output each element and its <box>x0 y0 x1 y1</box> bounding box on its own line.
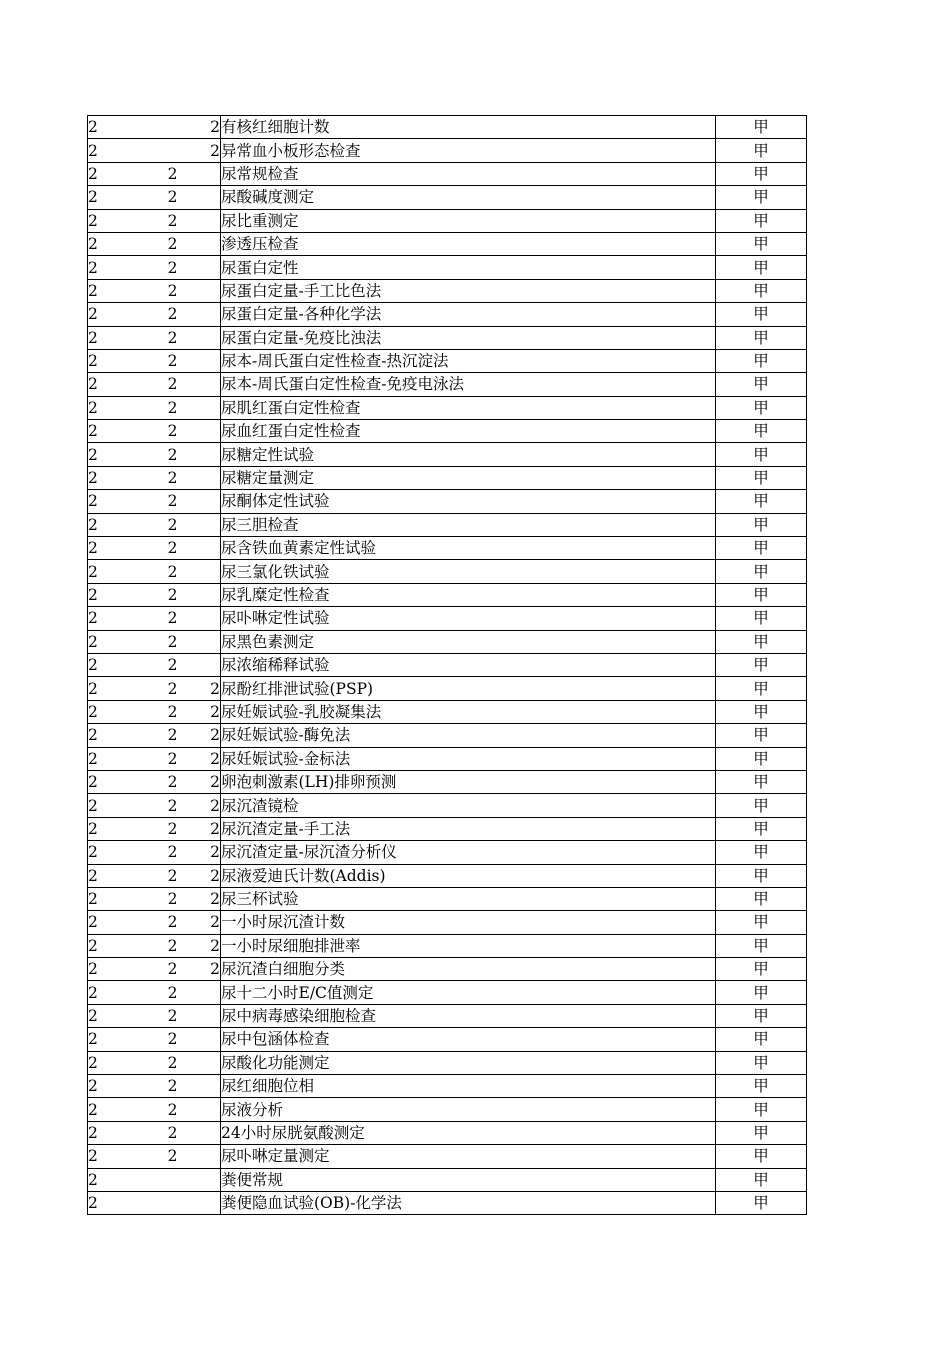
cell-code-1: 2 <box>88 1028 146 1051</box>
cell-code-2: 2 <box>146 326 178 349</box>
table-row <box>88 1028 807 1051</box>
cell-item-name: 尿妊娠试验-酶免法 <box>221 724 716 747</box>
cell-code-1: 2 <box>88 466 146 489</box>
cell-code-3 <box>178 256 221 279</box>
cell-item-name: 尿沉渣定量-手工法 <box>221 817 716 840</box>
cell-grade: 甲 <box>716 864 807 887</box>
cell-code-2: 2 <box>146 303 178 326</box>
table-row <box>88 1051 807 1074</box>
cell-code-2: 2 <box>146 1098 178 1121</box>
table-row <box>88 1145 807 1168</box>
cell-grade: 甲 <box>716 1191 807 1214</box>
cell-code-2: 2 <box>146 1051 178 1074</box>
cell-code-3 <box>178 396 221 419</box>
cell-grade: 甲 <box>716 583 807 606</box>
cell-code-1: 2 <box>88 841 146 864</box>
cell-item-name: 尿液分析 <box>221 1098 716 1121</box>
cell-grade: 甲 <box>716 513 807 536</box>
cell-code-1: 2 <box>88 490 146 513</box>
cell-item-name: 渗透压检查 <box>221 232 716 255</box>
cell-code-3 <box>178 326 221 349</box>
cell-code-2: 2 <box>146 162 178 185</box>
cell-code-3 <box>178 232 221 255</box>
cell-code-3: 2 <box>178 747 221 770</box>
cell-code-2: 2 <box>146 841 178 864</box>
cell-grade: 甲 <box>716 560 807 583</box>
cell-code-3 <box>178 537 221 560</box>
table-row <box>88 1004 807 1027</box>
cell-code-1: 2 <box>88 887 146 910</box>
cell-code-3 <box>178 279 221 302</box>
cell-code-2: 2 <box>146 747 178 770</box>
cell-code-1: 2 <box>88 630 146 653</box>
cell-code-2: 2 <box>146 770 178 793</box>
cell-code-2: 2 <box>146 934 178 957</box>
cell-code-2: 2 <box>146 677 178 700</box>
cell-grade: 甲 <box>716 770 807 793</box>
cell-code-1: 2 <box>88 186 146 209</box>
table-row <box>88 724 807 747</box>
cell-code-2 <box>146 1191 178 1214</box>
cell-code-3 <box>178 466 221 489</box>
cell-code-3 <box>178 1075 221 1098</box>
cell-item-name: 尿十二小时E/C值测定 <box>221 981 716 1004</box>
cell-item-name: 尿蛋白定量-免疫比浊法 <box>221 326 716 349</box>
cell-item-name: 尿三胆检查 <box>221 513 716 536</box>
cell-code-2: 2 <box>146 864 178 887</box>
cell-code-1: 2 <box>88 583 146 606</box>
table-row <box>88 537 807 560</box>
cell-code-3 <box>178 1168 221 1191</box>
table-row <box>88 349 807 372</box>
table-row <box>88 677 807 700</box>
cell-code-3: 2 <box>178 864 221 887</box>
cell-code-3 <box>178 490 221 513</box>
cell-code-1: 2 <box>88 162 146 185</box>
cell-grade: 甲 <box>716 1168 807 1191</box>
cell-grade: 甲 <box>716 209 807 232</box>
table-row <box>88 770 807 793</box>
cell-code-2: 2 <box>146 209 178 232</box>
table-row <box>88 1191 807 1214</box>
cell-code-3: 2 <box>178 770 221 793</box>
cell-item-name: 尿黑色素测定 <box>221 630 716 653</box>
cell-code-1: 2 <box>88 513 146 536</box>
cell-code-1: 2 <box>88 958 146 981</box>
cell-code-2 <box>146 1168 178 1191</box>
cell-grade: 甲 <box>716 1121 807 1144</box>
table-row <box>88 934 807 957</box>
cell-code-2: 2 <box>146 349 178 372</box>
table-row <box>88 958 807 981</box>
table-row <box>88 583 807 606</box>
cell-grade: 甲 <box>716 443 807 466</box>
cell-code-2 <box>146 139 178 162</box>
table-row <box>88 794 807 817</box>
cell-item-name: 尿蛋白定量-手工比色法 <box>221 279 716 302</box>
table-row <box>88 303 807 326</box>
table-row <box>88 186 807 209</box>
cell-code-3: 2 <box>178 677 221 700</box>
cell-code-1: 2 <box>88 1075 146 1098</box>
cell-code-2: 2 <box>146 1004 178 1027</box>
cell-code-1: 2 <box>88 139 146 162</box>
cell-code-1: 2 <box>88 1098 146 1121</box>
cell-item-name: 尿红细胞位相 <box>221 1075 716 1098</box>
cell-code-2: 2 <box>146 443 178 466</box>
cell-grade: 甲 <box>716 396 807 419</box>
cell-code-2: 2 <box>146 1145 178 1168</box>
cell-item-name: 尿糖定性试验 <box>221 443 716 466</box>
cell-item-name: 一小时尿沉渣计数 <box>221 911 716 934</box>
cell-code-3 <box>178 373 221 396</box>
cell-item-name: 卵泡刺激素(LH)排卵预测 <box>221 770 716 793</box>
cell-item-name: 异常血小板形态检查 <box>221 139 716 162</box>
cell-code-1: 2 <box>88 232 146 255</box>
cell-code-1: 2 <box>88 981 146 1004</box>
cell-grade: 甲 <box>716 349 807 372</box>
cell-code-3 <box>178 303 221 326</box>
table-row <box>88 139 807 162</box>
cell-code-1: 2 <box>88 1145 146 1168</box>
cell-code-3 <box>178 513 221 536</box>
cell-item-name: 有核红细胞计数 <box>221 116 716 139</box>
cell-code-1: 2 <box>88 700 146 723</box>
cell-grade: 甲 <box>716 817 807 840</box>
cell-code-1: 2 <box>88 420 146 443</box>
cell-code-1: 2 <box>88 1191 146 1214</box>
cell-grade: 甲 <box>716 256 807 279</box>
table-row <box>88 326 807 349</box>
cell-item-name: 尿血红蛋白定性检查 <box>221 420 716 443</box>
cell-grade: 甲 <box>716 373 807 396</box>
cell-code-3 <box>178 653 221 676</box>
cell-code-2 <box>146 116 178 139</box>
cell-code-3 <box>178 583 221 606</box>
cell-grade: 甲 <box>716 420 807 443</box>
table-row <box>88 162 807 185</box>
cell-code-3: 2 <box>178 116 221 139</box>
cell-code-2: 2 <box>146 490 178 513</box>
table-row <box>88 232 807 255</box>
cell-code-1: 2 <box>88 864 146 887</box>
cell-code-1: 2 <box>88 607 146 630</box>
cell-code-1: 2 <box>88 443 146 466</box>
item-table-body <box>88 116 807 1215</box>
cell-code-2: 2 <box>146 560 178 583</box>
cell-item-name: 尿常规检查 <box>221 162 716 185</box>
table-row <box>88 887 807 910</box>
cell-item-name: 尿酮体定性试验 <box>221 490 716 513</box>
cell-code-3 <box>178 1051 221 1074</box>
cell-grade: 甲 <box>716 677 807 700</box>
cell-code-3: 2 <box>178 700 221 723</box>
cell-grade: 甲 <box>716 1004 807 1027</box>
table-row <box>88 490 807 513</box>
table-row <box>88 443 807 466</box>
cell-item-name: 尿糖定量测定 <box>221 466 716 489</box>
cell-grade: 甲 <box>716 1075 807 1098</box>
cell-grade: 甲 <box>716 1028 807 1051</box>
cell-code-3: 2 <box>178 724 221 747</box>
table-row <box>88 466 807 489</box>
cell-code-1: 2 <box>88 1051 146 1074</box>
cell-code-3: 2 <box>178 958 221 981</box>
cell-code-2: 2 <box>146 256 178 279</box>
cell-item-name: 24小时尿胱氨酸测定 <box>221 1121 716 1144</box>
cell-grade: 甲 <box>716 887 807 910</box>
cell-code-3 <box>178 1098 221 1121</box>
cell-item-name: 尿卟啉定量测定 <box>221 1145 716 1168</box>
cell-grade: 甲 <box>716 911 807 934</box>
cell-code-1: 2 <box>88 256 146 279</box>
cell-code-3 <box>178 560 221 583</box>
cell-item-name: 尿卟啉定性试验 <box>221 607 716 630</box>
cell-code-2: 2 <box>146 513 178 536</box>
cell-grade: 甲 <box>716 1051 807 1074</box>
cell-code-2: 2 <box>146 911 178 934</box>
cell-code-2: 2 <box>146 279 178 302</box>
cell-code-1: 2 <box>88 677 146 700</box>
cell-item-name: 尿沉渣白细胞分类 <box>221 958 716 981</box>
cell-code-1: 2 <box>88 934 146 957</box>
cell-item-name: 尿浓缩稀释试验 <box>221 653 716 676</box>
cell-grade: 甲 <box>716 162 807 185</box>
cell-code-1: 2 <box>88 747 146 770</box>
table-row <box>88 747 807 770</box>
cell-code-3 <box>178 1028 221 1051</box>
table-row <box>88 560 807 583</box>
cell-item-name: 尿本-周氏蛋白定性检查-免疫电泳法 <box>221 373 716 396</box>
cell-grade: 甲 <box>716 139 807 162</box>
cell-code-2: 2 <box>146 232 178 255</box>
cell-code-1: 2 <box>88 1121 146 1144</box>
cell-code-3: 2 <box>178 887 221 910</box>
cell-grade: 甲 <box>716 724 807 747</box>
cell-code-1: 2 <box>88 326 146 349</box>
table-row <box>88 981 807 1004</box>
cell-code-1: 2 <box>88 1004 146 1027</box>
cell-code-3 <box>178 443 221 466</box>
cell-code-1: 2 <box>88 770 146 793</box>
cell-code-2: 2 <box>146 396 178 419</box>
table-row <box>88 817 807 840</box>
cell-code-1: 2 <box>88 911 146 934</box>
table-row <box>88 373 807 396</box>
cell-code-2: 2 <box>146 373 178 396</box>
cell-code-3 <box>178 349 221 372</box>
cell-grade: 甲 <box>716 794 807 817</box>
cell-code-1: 2 <box>88 794 146 817</box>
cell-grade: 甲 <box>716 537 807 560</box>
cell-item-name: 尿乳糜定性检查 <box>221 583 716 606</box>
cell-code-2: 2 <box>146 1121 178 1144</box>
cell-code-1: 2 <box>88 817 146 840</box>
cell-code-2: 2 <box>146 981 178 1004</box>
cell-code-3: 2 <box>178 817 221 840</box>
cell-item-name: 尿中包涵体检查 <box>221 1028 716 1051</box>
cell-grade: 甲 <box>716 326 807 349</box>
cell-item-name: 尿蛋白定性 <box>221 256 716 279</box>
cell-code-2: 2 <box>146 186 178 209</box>
cell-code-1: 2 <box>88 279 146 302</box>
table-row <box>88 1098 807 1121</box>
cell-item-name: 尿妊娠试验-乳胶凝集法 <box>221 700 716 723</box>
cell-grade: 甲 <box>716 653 807 676</box>
cell-grade: 甲 <box>716 303 807 326</box>
cell-grade: 甲 <box>716 958 807 981</box>
table-row <box>88 116 807 139</box>
cell-item-name: 尿沉渣定量-尿沉渣分析仪 <box>221 841 716 864</box>
cell-code-2: 2 <box>146 537 178 560</box>
table-row <box>88 864 807 887</box>
table-row <box>88 1121 807 1144</box>
table-row <box>88 607 807 630</box>
cell-item-name: 粪便隐血试验(OB)-化学法 <box>221 1191 716 1214</box>
cell-code-3 <box>178 1145 221 1168</box>
cell-code-2: 2 <box>146 887 178 910</box>
cell-item-name: 尿本-周氏蛋白定性检查-热沉淀法 <box>221 349 716 372</box>
cell-code-2: 2 <box>146 420 178 443</box>
table-row <box>88 1075 807 1098</box>
item-table <box>87 115 807 1215</box>
cell-item-name: 尿妊娠试验-金标法 <box>221 747 716 770</box>
table-row <box>88 630 807 653</box>
cell-item-name: 尿酸化功能测定 <box>221 1051 716 1074</box>
table-row <box>88 700 807 723</box>
cell-grade: 甲 <box>716 186 807 209</box>
cell-code-3 <box>178 1191 221 1214</box>
cell-code-2: 2 <box>146 583 178 606</box>
cell-code-1: 2 <box>88 373 146 396</box>
cell-code-3: 2 <box>178 934 221 957</box>
table-row <box>88 841 807 864</box>
cell-grade: 甲 <box>716 841 807 864</box>
cell-code-2: 2 <box>146 1075 178 1098</box>
table-row <box>88 653 807 676</box>
cell-code-3: 2 <box>178 911 221 934</box>
cell-item-name: 粪便常规 <box>221 1168 716 1191</box>
cell-code-3: 2 <box>178 841 221 864</box>
cell-item-name: 尿液爱迪氏计数(Addis) <box>221 864 716 887</box>
cell-code-3 <box>178 981 221 1004</box>
cell-code-1: 2 <box>88 349 146 372</box>
cell-grade: 甲 <box>716 1145 807 1168</box>
cell-code-3 <box>178 420 221 443</box>
table-row <box>88 911 807 934</box>
cell-grade: 甲 <box>716 630 807 653</box>
cell-code-2: 2 <box>146 724 178 747</box>
cell-code-2: 2 <box>146 607 178 630</box>
table-row <box>88 279 807 302</box>
cell-code-2: 2 <box>146 1028 178 1051</box>
cell-item-name: 尿比重测定 <box>221 209 716 232</box>
cell-grade: 甲 <box>716 116 807 139</box>
table-row <box>88 1168 807 1191</box>
cell-grade: 甲 <box>716 1098 807 1121</box>
table-row <box>88 420 807 443</box>
cell-code-2: 2 <box>146 630 178 653</box>
cell-item-name: 尿中病毒感染细胞检查 <box>221 1004 716 1027</box>
cell-code-3: 2 <box>178 139 221 162</box>
cell-code-1: 2 <box>88 209 146 232</box>
cell-item-name: 尿三氯化铁试验 <box>221 560 716 583</box>
cell-grade: 甲 <box>716 981 807 1004</box>
cell-code-1: 2 <box>88 396 146 419</box>
cell-code-3 <box>178 630 221 653</box>
cell-code-3 <box>178 162 221 185</box>
cell-grade: 甲 <box>716 490 807 513</box>
cell-code-1: 2 <box>88 537 146 560</box>
cell-code-2: 2 <box>146 817 178 840</box>
cell-code-2: 2 <box>146 653 178 676</box>
cell-grade: 甲 <box>716 934 807 957</box>
cell-code-3 <box>178 186 221 209</box>
cell-code-2: 2 <box>146 958 178 981</box>
cell-code-1: 2 <box>88 653 146 676</box>
cell-item-name: 尿酸碱度测定 <box>221 186 716 209</box>
cell-grade: 甲 <box>716 466 807 489</box>
cell-code-3 <box>178 209 221 232</box>
table-row <box>88 513 807 536</box>
cell-code-2: 2 <box>146 466 178 489</box>
cell-code-3 <box>178 1004 221 1027</box>
table-row <box>88 396 807 419</box>
cell-item-name: 尿酚红排泄试验(PSP) <box>221 677 716 700</box>
cell-code-1: 2 <box>88 560 146 583</box>
cell-grade: 甲 <box>716 607 807 630</box>
cell-item-name: 尿蛋白定量-各种化学法 <box>221 303 716 326</box>
table-row <box>88 256 807 279</box>
cell-item-name: 尿肌红蛋白定性检查 <box>221 396 716 419</box>
cell-code-3: 2 <box>178 794 221 817</box>
cell-code-1: 2 <box>88 303 146 326</box>
cell-item-name: 尿含铁血黄素定性试验 <box>221 537 716 560</box>
cell-item-name: 尿沉渣镜检 <box>221 794 716 817</box>
cell-item-name: 一小时尿细胞排泄率 <box>221 934 716 957</box>
cell-code-1: 2 <box>88 116 146 139</box>
cell-code-1: 2 <box>88 724 146 747</box>
cell-code-3 <box>178 607 221 630</box>
cell-code-3 <box>178 1121 221 1144</box>
cell-grade: 甲 <box>716 279 807 302</box>
cell-code-1: 2 <box>88 1168 146 1191</box>
cell-code-2: 2 <box>146 700 178 723</box>
cell-grade: 甲 <box>716 232 807 255</box>
table-row <box>88 209 807 232</box>
cell-grade: 甲 <box>716 747 807 770</box>
cell-grade: 甲 <box>716 700 807 723</box>
cell-item-name: 尿三杯试验 <box>221 887 716 910</box>
cell-code-2: 2 <box>146 794 178 817</box>
